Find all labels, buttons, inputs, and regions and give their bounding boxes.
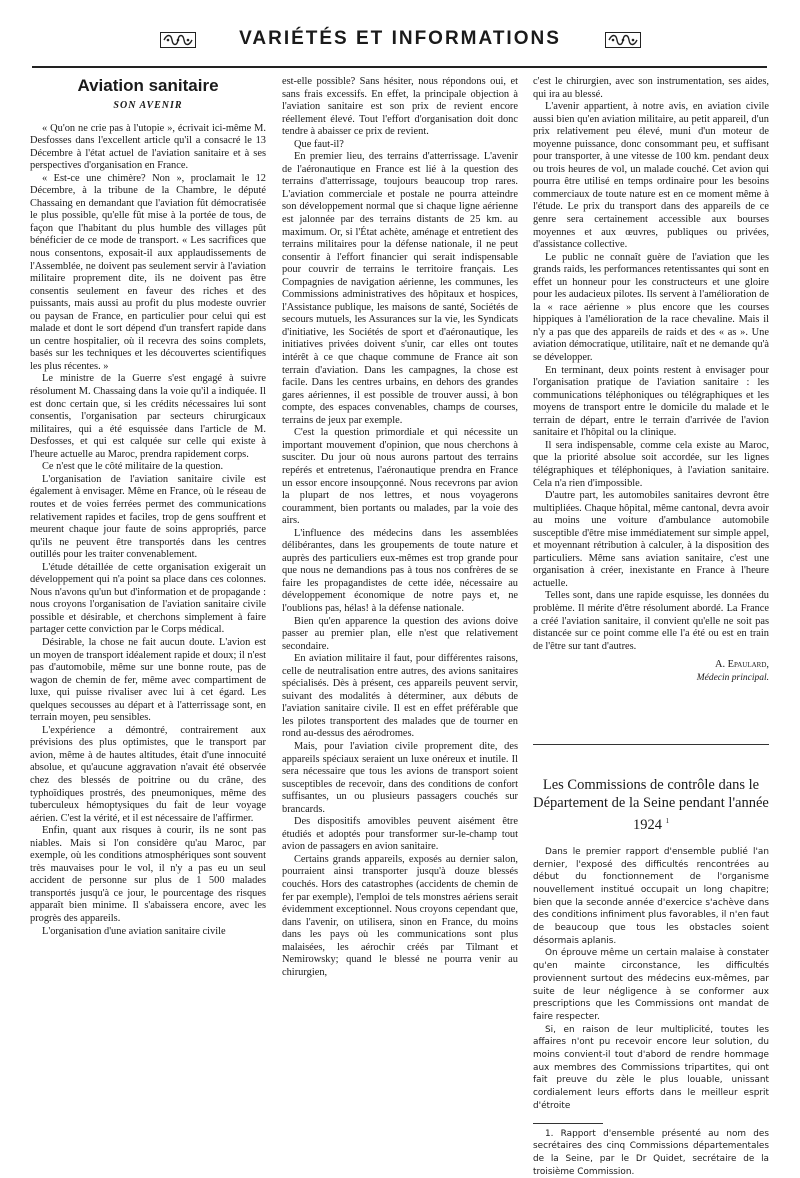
- paragraph: L'organisation d'une aviation sanitaire civile: [42, 925, 226, 937]
- article-2-title: [533, 776, 769, 834]
- paragraph: L'influence des médecins dans les assemblées délibérantes, dans les groupements de toute nature et auprès des particuliers eux-mêmes est trop grande pour que nous ne demandions pas à tous nos confrères de se faire les propagandistes de cette idée, nécessaire au développement économique de notre pays et, ne l'oublions pas, hélas! à la défense nationale.: [282, 527, 518, 614]
- paragraph: Désirable, la chose ne fait aucun doute. L'avion est un moyen de transport idéalement rapide et doux; il n'est pas d'automobile, même sur une bonne route, pas de wagon de chemin de fer, même avec compartiment de luxe, qui puisse rivaliser avec lui à cet égard. Les quelques secousses au départ et à l'atterrissage sont, en terrain moyen, peu sensibles.: [30, 636, 266, 724]
- article-title: Aviation sanitaire: [77, 76, 219, 95]
- header-rule: [32, 66, 767, 68]
- paragraph: C'est la question primordiale et qui nécessite un important mouvement d'opinion, que nous cherchons à susciter. Du jour où nous aurons partout des terrains repérés et entretenus, l'aéronautique prendra en France un essor encore insoupçonné. Nous recevrons par avion la plupart de nos lettres, et nous voyagerons couramment, bien portants ou malades, par la voie des airs.: [282, 427, 518, 527]
- paragraph: Le public ne connaît guère de l'aviation que les grands raids, les performances retentissantes qui sont en effet un honneur pour les constructeurs et une gloire pour les audacieux pilotes. Ils servent à l'amélioration de la « race aérienne » plus encore que les courses hippiques à l'amélioration de la race chevaline. Mais il n'y a pas que des appareils de raids et des « as ». Une aviation démocratique, utilitaire, naît et ne demande qu'à se développer.: [533, 251, 769, 364]
- paragraph: D'autre part, les automobiles sanitaires devront être multipliées. Chaque hôpital, même cantonal, devra avoir au moins une voiture d'ambulance automobile susceptible d'être mise immédiatement sur simple appel, et moyennant rétribution à calculer, à la disposition des particuliers. Même sans aviation sanitaire, c'est une organisation à créer, inexistante en France à l'heure actuelle.: [533, 490, 769, 589]
- paragraph: L'étude détaillée de cette organisation exigerait un développement qui n'a point sa place dans ces colonnes. Nous n'avons qu'un but d'information et de propagande : nous croyons l'organisation de l'aviation sanitaire civile possible et désirable, et cherchons simplement à faire partager cette conviction par le Corps médical.: [30, 561, 266, 636]
- author-signature: [533, 659, 769, 684]
- author-rank: Médecin principal.: [696, 672, 769, 683]
- paragraph: Des dispositifs amovibles peuvent aisément être étudiés et adoptés pour transformer sur-le-champ tout avion de passagers en avion sanitaire.: [282, 816, 518, 853]
- article-2: [533, 776, 769, 1178]
- paragraph: « Est-ce une chimère? Non », proclamait le 12 Décembre, à la tribune de la Chambre, le député Chassaing en demandant que l'aviation fût démocratisée le plus possible, qu'elle fût mise à la portée de tous, de façon que l'habitant du plus humble des villages pût bénéficier de ce mode de transport. « Les sacrifices que nous consentons, exposait-il aux applaudissements de l'Assemblée, ne doivent pas seulement servir à l'aviation militaire proprement dite, ils ne doivent pas être consentis seulement en faveur des riches et des puissants, mais aussi au profit du plus modeste ouvrier ou paysan de France, en particulier pour celui qui est malade et dont le sort dépend d'un transfert rapide dans un centre hospitalier, où il recevra des soins complets, basés sur les techniques et les découvertes scientifiques les plus récentes. »: [30, 172, 266, 372]
- paragraph: L'avenir appartient, à notre avis, en aviation civile aussi bien qu'en aviation militaire, au petit appareil, d'un prix relativement peu élevé, muni d'un moteur de moyenne puissance, donc consommant peu, et suffisant pour transporter, à une vitesse de 100 km. pendant deux ou trois heures de vol, un malade couché. Cet avion qui pourra être utilisé en temps ordinaire pour les besoins commerciaux de toute nature est en ce moment même à l'étude. Le prix du transport dans des appareils de ce genre sera certainement accessible aux bourses moyennes et aux œuvres, publiques ou privées, d'assistance collective.: [533, 101, 769, 251]
- paragraph: c'est le chirurgien, avec son instrumentation, ses aides, qui ira au blessé.: [533, 76, 769, 100]
- paragraph: est-elle possible? Sans hésiter, nous répondons oui, et sans frais excessifs. En effet, la principale objection à l'aviation sanitaire est son prix de revient encore réellement élevé. Tout l'effort d'organisation doit donc tendre à abaisser ce prix de revient.: [282, 76, 518, 138]
- article-divider: [533, 744, 769, 745]
- article-subtitle: SON AVENIR: [113, 100, 183, 111]
- paragraph: Telles sont, dans une rapide esquisse, les données du problème. Il mérite d'être résolument abordé. La France a créé l'aviation sanitaire, il convient qu'elle ne soit pas distancée sur ce point comme elle l'a été ou est en train de l'être sur tant d'autres.: [533, 590, 769, 652]
- paragraph: En terminant, deux points restent à envisager pour l'organisation pratique de l'aviation sanitaire : les communications téléphoniques ou télégraphiques et les moyens de transport entre le domicile du malade et le terrain de départ, entre le terrain d'arrivée de l'avion sanitaire et l'hôpital ou la clinique.: [533, 364, 769, 439]
- column-2: [282, 76, 518, 979]
- paragraph: Dans le premier rapport d'ensemble publié l'an dernier, l'exposé des difficultés rencontrées au début du fonctionnement de l'organisme nouvellement institué occupait un long chapitre; bien que la seconde année d'exercice s'achève dans des conditions infiniment plus favorables, il n'en faut de beaucoup que tous les obstacles soient désormais aplanis.: [533, 846, 769, 946]
- paragraph: Que faut-il?: [294, 138, 344, 150]
- article-2-title-text: Les Commissions de contrôle dans le Département de la Seine pendant l'année 1924: [533, 777, 769, 833]
- right-ornament-icon: [605, 32, 641, 48]
- paragraph: « Qu'on ne crie pas à l'utopie », écrivait ici-même M. Desfosses dans l'excellent article qu'il a consacré le 13 Décembre à l'état actuel de l'aviation sanitaire et à ses perspectives d'organisation en France.: [30, 122, 266, 172]
- paragraph: En aviation militaire il faut, pour différentes raisons, celle de neutralisation entre autres, des avions sanitaires spécialisés. Dès à présent, ces appareils peuvent servir, suivant des modalités à déterminer, aux débuts de l'aviation sanitaire civile. Il est en effet préférable que les pilotes transportent des malades que de tourner en rond au-dessus des aérodromes.: [282, 653, 518, 740]
- paragraph: Mais, pour l'aviation civile proprement dite, des appareils spéciaux seraient un luxe onéreux et inutile. Il sera nécessaire que tous les avions de transport soient susceptibles de recevoir, dans des conditions de confort suffisantes, un ou plusieurs passagers couchés sur brancards.: [282, 740, 518, 815]
- paragraph: Certains grands appareils, exposés au dernier salon, pourraient ainsi transporter jusqu'à douze blessés couchés. Hors des catastrophes (accidents de chemin de fer par exemple), l'emploi de tels monstres aériens serait évidemment exceptionnel. Nous croyons cependant que, dans l'avenir, on utilisera, sinon en France, du moins dans les pays où les communications sont plus malaisées, les aérochir créés par Tilmant et Nemirowsky; quand le blessé ne pourra venir au chirurgien,: [282, 853, 518, 978]
- column-3: [533, 76, 769, 684]
- paragraph: Bien qu'en apparence la question des avions doive passer au premier plan, elle n'est que relativement secondaire.: [282, 615, 518, 652]
- paragraph: Si, en raison de leur multiplicité, toutes les affaires n'ont pu recevoir encore leur solution, du moins convient-il tout d'abord de rendre hommage aux membres des Commissions tripartites, qui ont fait preuve du zèle le plus louable, unissant cordialement leurs efforts dans le meilleur esprit d'étroite: [533, 1024, 769, 1111]
- paragraph: Enfin, quant aux risques à courir, ils ne sont pas niables. Mais si l'on considère qu'au Maroc, par exemple, où les conditions atmosphériques sont souvent très mauvaises pour le vol, il n'y a pas eu un seul accident de personne sur plus de 1 500 malades transportés jusqu'à ce jour, le pourcentage des risques apparaît bien minime. Il s'abaissera encore, avec les progrès des appareils.: [30, 825, 266, 924]
- paragraph: Il sera indispensable, comme cela existe au Maroc, que la priorité absolue soit accordée, sur les lignes télégraphiques et téléphoniques, à l'aviation sanitaire. Cela n'a rien d'impossible.: [533, 439, 769, 489]
- paragraph: L'organisation de l'aviation sanitaire civile est également à envisager. Même en France, où le réseau de routes et de voies ferrées permet des communications relativement rapides et faciles, trop de gens souffrent et meurent chaque jour faute de soins appropriés, parce qu'ils ne peuvent être transportés dans les centres outillés pour les traiter convenablement.: [30, 473, 266, 561]
- column-1: [30, 76, 266, 938]
- paragraph: L'expérience a démontré, contrairement aux prévisions des plus optimistes, que le transport par avion, même à de hautes altitudes, était d'une innocuité absolue, et qu'aucune aggravation n'avait été observée chez des blessés de poitrine ou du crâne, des typhoïdiques prostrés, des pneumoniques, même des tuberculeux hémoptysiques du fait de leur voyage aérien. C'est la vérité, et il est nécessaire de l'affirmer.: [30, 724, 266, 824]
- footnote: 1. Rapport d'ensemble présenté au nom des secrétaires des cinq Commissions départementales de la Seine, par le Dr Quidet, secrétaire de la troisième Commission.: [533, 1128, 769, 1177]
- author-name: A. Epaulard,: [714, 659, 769, 671]
- paragraph: On éprouve même un certain malaise à constater qu'en mainte circonstance, les difficultés proviennent surtout des médecins eux-mêmes, par suite de leur négligence à se conformer aux prescriptions que les Commissions ont mandat de faire respecter.: [533, 948, 769, 1022]
- paragraph: Le ministre de la Guerre s'est engagé à suivre résolument M. Chassaing dans la voie qu'il a indiquée. Il est donc certain que, si les crédits nécessaires lui sont consentis, l'organisation par secteurs chirurgicaux militaires, qui a été esquissée dans l'article de M. Desfosses, et qui est calquée sur celle qui existe à l'heure actuelle au Maroc, prendra rapidement corps.: [30, 373, 266, 460]
- paragraph: Ce n'est que le côté militaire de la question.: [42, 461, 224, 473]
- footnote-rule: [533, 1123, 603, 1124]
- section-title: VARIÉTÉS ET INFORMATIONS: [239, 28, 561, 49]
- paragraph: En premier lieu, des terrains d'atterrissage. L'avenir de l'aéronautique en France est lié à la question des terrains d'atterrissage, toujours beaucoup trop rares. L'aviation commerciale et postale ne pourra atteindre son développement normal que si chaque ligne aérienne est jalonnée par des terrains distants de 25 km. au maximum. Or, si l'État achète, aménage et entretient des terrains militaires pour la défense nationale, il ne peut consentir à l'effort financier qui serait indispensable pour couvrir de terrains le territoire français. Les Compagnies de navigation aérienne, les communes, les Commissions administratives des hôpitaux et hospices, l'Assistance publique, les maisons de santé, Sociétés de secours mutuels, les Assurances sur la vie, les Syndicats d'initiative, les Sociétés de sport et d'aéronautique, les initiatives privées doivent s'unir, car elles ont toutes intérêt à ce que chaque commune de France ait son terrain d'aviation. Dans les campagnes, la chose est facile. Dans les centres urbains, en dehors des grandes gares aériennes, il est possible de trouver aussi, à bon compte, des espaces convenables, champs de courses, terrains de jeux par exemple.: [282, 151, 518, 426]
- footnote-marker: 1: [665, 817, 670, 825]
- page-header: [0, 18, 800, 68]
